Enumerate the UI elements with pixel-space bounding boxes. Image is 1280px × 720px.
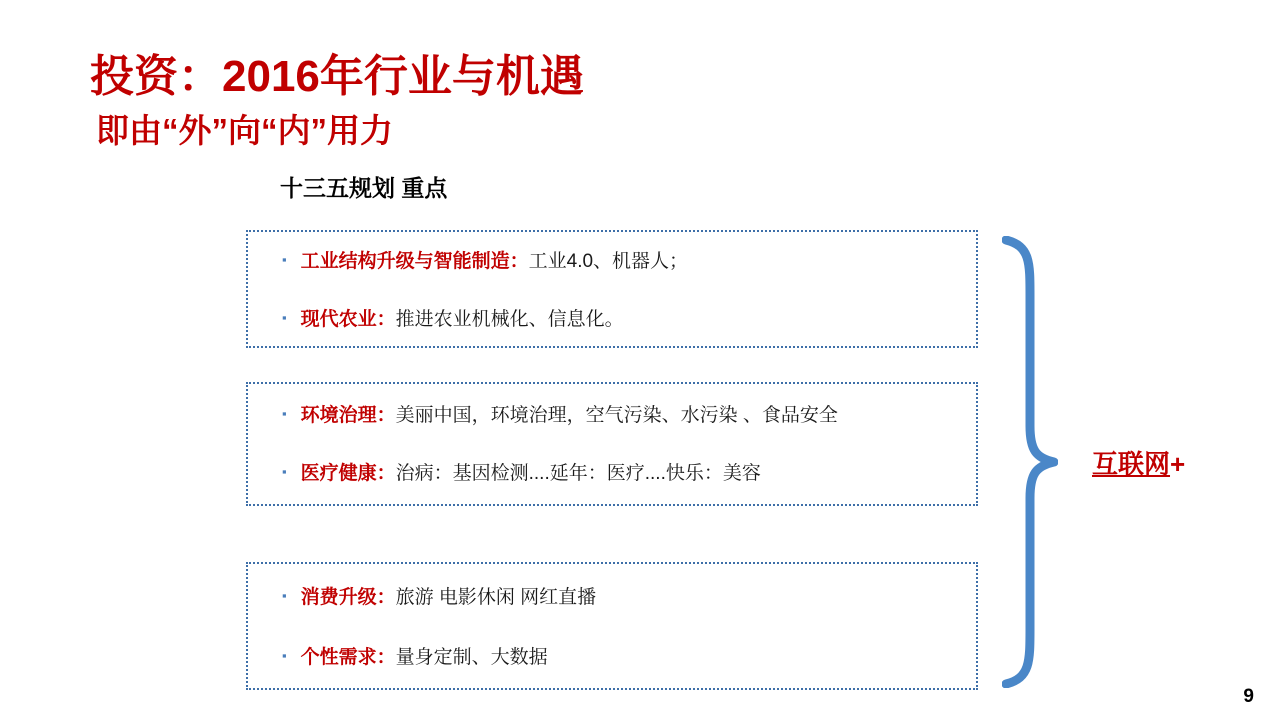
square-bullet-icon: ▪ <box>282 252 287 267</box>
list-item-label: 消费升级： <box>300 587 396 608</box>
list-item <box>282 308 960 333</box>
square-bullet-icon: ▪ <box>282 464 287 479</box>
list-item <box>282 586 960 611</box>
list-item <box>282 462 960 487</box>
list-item-text: 美丽中国，环境治理，空气污染、水污染 、食品安全 <box>395 405 838 426</box>
brace-label-main: 互联网 <box>1092 449 1171 479</box>
square-bullet-icon: ▪ <box>282 588 287 603</box>
list-item-text: 量身定制、大数据 <box>395 647 548 668</box>
page-subtitle: 即由“外”向“内”用力 <box>96 112 393 149</box>
list-item-text: 旅游 电影休闲 网红直播 <box>395 587 597 608</box>
list-item-text: 治病：基因检测....延年：医疗....快乐：美容 <box>395 463 761 484</box>
list-item <box>282 646 960 671</box>
page-title: 投资：2016年行业与机遇 <box>90 52 584 101</box>
list-item-label: 环境治理： <box>300 405 396 426</box>
content-group-box <box>246 562 978 690</box>
brace-label-plus: + <box>1170 449 1186 479</box>
square-bullet-icon: ▪ <box>282 406 287 421</box>
list-item-label: 现代农业： <box>300 309 396 330</box>
list-item <box>282 404 960 429</box>
section-heading: 十三五规划 重点 <box>280 175 448 201</box>
list-item-label: 个性需求： <box>300 647 396 668</box>
list-item-text: 推进农业机械化、信息化。 <box>395 309 624 330</box>
content-group-box <box>246 382 978 506</box>
right-brace-icon <box>1002 236 1058 688</box>
list-item-text: 工业4.0、机器人； <box>528 251 689 272</box>
list-item-label: 医疗健康： <box>300 463 396 484</box>
brace-label <box>1092 444 1185 481</box>
square-bullet-icon: ▪ <box>282 648 287 663</box>
content-group-box <box>246 230 978 348</box>
list-item-label: 工业结构升级与智能制造： <box>300 251 529 272</box>
page-number: 9 <box>1243 686 1254 707</box>
list-item <box>282 250 960 275</box>
square-bullet-icon: ▪ <box>282 310 287 325</box>
